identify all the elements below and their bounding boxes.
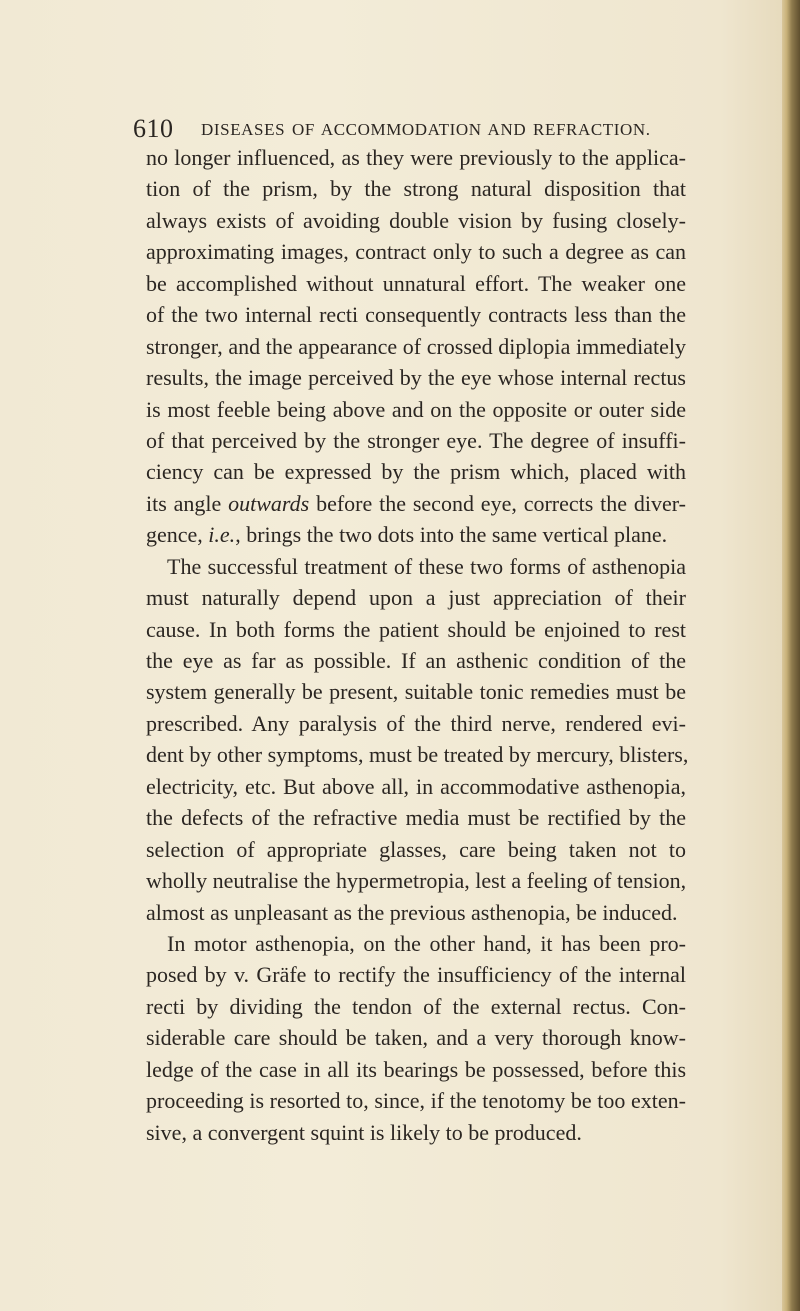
text-line [146, 488, 686, 519]
page-header [133, 114, 693, 144]
text-line: no longer influenced, as they were previously to the applica- [146, 145, 686, 170]
text-line: always exists of avoiding double vision by fusing closely- [146, 207, 686, 233]
text-line: dent by other symptoms, must be treated by mercury, blisters, [146, 742, 689, 768]
text-line: ledge of the case in all its bearings be possessed, before this [146, 1056, 686, 1082]
italic-term: i.e. [208, 522, 236, 548]
text-line: the eye as far as possible. If an asthenic condition of the [146, 648, 686, 673]
text-line: siderable care should be taken, and a very thorough know- [146, 1025, 686, 1051]
page-edge [782, 0, 800, 1311]
text-line: tion of the prism, by the strong natural disposition that [146, 176, 686, 202]
text-line: stronger, and the appearance of crossed diplopia immediately [146, 333, 686, 359]
text-line: In motor asthenopia, on the other hand, it has been pro- [167, 930, 686, 956]
text-segment: gence, [146, 522, 209, 548]
running-head: DISEASES OF ACCOMMODATION AND REFRACTION. [201, 120, 651, 139]
text-line: the defects of the refractive media must be rectified by the [146, 805, 686, 831]
text-line: results, the image perceived by the eye whose internal rectus [146, 365, 686, 391]
text-line: is most feeble being above and on the opposite or outer side [146, 396, 686, 422]
text-line: prescribed. Any paralysis of the third nerve, rendered evi- [146, 710, 686, 736]
text-line: proceeding is resorted to, since, if the tenotomy be too exten- [146, 1088, 686, 1114]
text-line: almost as unpleasant as the previous asthenopia, be induced. [146, 899, 678, 925]
text-segment: its angle [146, 490, 229, 516]
page-number: 610 [133, 114, 174, 143]
text-line: cause. In both forms the patient should be enjoined to rest [146, 616, 686, 642]
text-line: The successful treatment of these two forms of asthenopia [167, 553, 686, 579]
text-segment: , brings the two dots into the same vertical plane. [235, 522, 668, 548]
text-line: sive, a convergent squint is likely to be produced. [146, 1119, 582, 1145]
text-line: posed by v. Gräfe to rectify the insufficiency of the internal [146, 962, 686, 988]
text-line: approximating images, contract only to such a degree as can [146, 239, 686, 265]
text-line: electricity, etc. But above all, in accommodative asthenopia, [146, 773, 686, 799]
text-line: recti by dividing the tendon of the external rectus. Con- [146, 993, 686, 1019]
text-line: wholly neutralise the hypermetropia, lest a feeling of tension, [146, 868, 687, 894]
italic-term: outwards [228, 490, 310, 516]
text-line: selection of appropriate glasses, care being taken not to [146, 836, 686, 862]
text-line: must naturally depend upon a just appreciation of their [146, 585, 686, 611]
text-segment: before the second eye, corrects the diver- [309, 490, 686, 516]
text-line: of the two internal recti consequently contracts less than the [146, 302, 686, 328]
body-text [146, 142, 689, 1148]
text-line: ciency can be expressed by the prism which, placed with [146, 459, 686, 485]
text-line: system generally be present, suitable tonic remedies must be [146, 679, 686, 705]
text-line: be accomplished without unnatural effort. The weaker one [146, 270, 686, 296]
text-line: of that perceived by the stronger eye. The degree of insuffi- [146, 427, 686, 453]
text-line [146, 519, 686, 550]
